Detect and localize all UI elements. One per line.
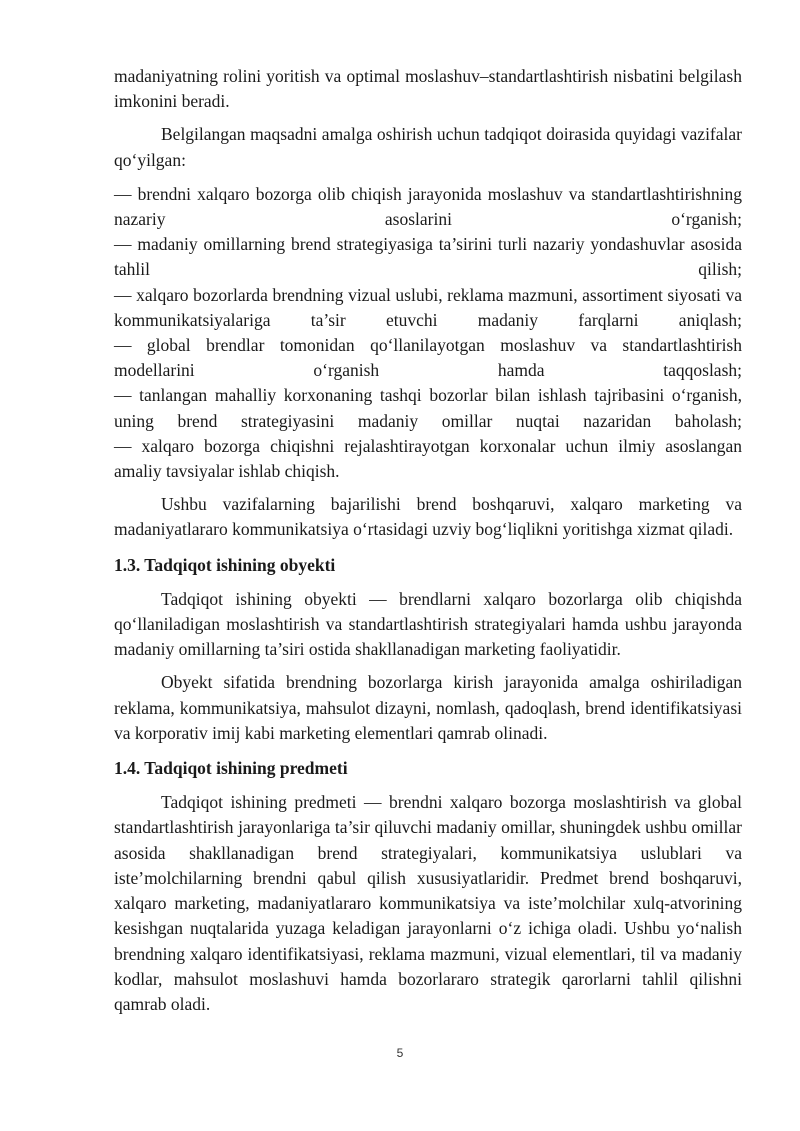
task-item: — xalqaro bozorga chiqishni rejalashtirayotgan korxonalar uchun ilmiy asoslangan amaliy tavsiyalar ishlab chiqish. xyxy=(114,435,742,482)
task-item: — tanlangan mahalliy korxonaning tashqi bozorlar bilan ishlash tajribasini o‘rganish, uning brend strategiyasini madaniy omillar nuqtai nazaridan baholash; xyxy=(114,385,742,431)
subject-paragraph: Tadqiqot ishining predmeti — brendni xalqaro bozorga moslashtirish va global standartlashtirish jarayonlariga ta’sir qiluvchi madaniy omillar, shuningdek ushbu omillar asosida shakllanadigan brend strategiyalari, kommunikatsiya uslublari va iste’molchilarning brendni qabul qilish xususiyatlaridir. Predmet brend boshqaruvi, xalqaro marketing, madaniyatlararo kommunikatsiya va iste’molchilar xulq-atvorining kesishgan nuqtalarida yuzaga keladigan jarayonlarni o‘z ichiga oladi. Ushbu yo‘nalish brendning xalqaro identifikatsiyasi, reklama mazmuni, vizual elementlari, til va madaniy kodlar, mahsulot moslashuvi hamda bozorlararo strategik qarorlarni tahlil qilishni qamrab oladi. xyxy=(114,792,742,1014)
task-item: — madaniy omillarning brend strategiyasiga ta’sirini turli nazariy yondashuvlar asosida tahlil qilish; xyxy=(114,234,742,280)
object-paragraph: Tadqiqot ishining obyekti — brendlarni xalqaro bozorlarga olib chiqishda qo‘llaniladigan moslashtirish va standartlashtirish strategiyalari hamda ushbu jarayonda madaniy omillarning ta’siri ostida shakllanadigan marketing faoliyatidir. xyxy=(114,588,742,660)
tasks-list xyxy=(114,182,742,484)
section-heading-object: 1.3. Tadqiqot ishining obyekti xyxy=(114,554,336,575)
task-item: — global brendlar tomonidan qo‘llanilayotgan moslashuv va standartlashtirish modellarini o‘rganish hamda taqqoslash; xyxy=(114,335,742,381)
tasks-intro-paragraph: Belgilangan maqsadni amalga oshirish uchun tadqiqot doirasida quyidagi vazifalar qo‘yilgan: xyxy=(114,124,742,170)
task-item: — brendni xalqaro bozorga olib chiqish jarayonida moslashuv va standartlashtirishning nazariy asoslarini o‘rganish; xyxy=(114,183,742,230)
tasks-conclusion-paragraph: Ushbu vazifalarning bajarilishi brend boshqaruvi, xalqaro marketing va madaniyatlararo kommunikatsiya o‘rtasidagi uzviy bog‘liqlikni yoritishga xizmat qiladi. xyxy=(114,494,742,540)
page-number: 5 xyxy=(396,1046,404,1060)
intro-continuation-paragraph: madaniyatning rolini yoritish va optimal moslashuv–standartlashtirish nisbatini belgilash imkonini beradi. xyxy=(114,66,742,112)
task-item: — xalqaro bozorlarda brendning vizual uslubi, reklama mazmuni, assortiment siyosati va kommunikatsiyalariga ta’sir etuvchi madaniy farqlarni aniqlash; xyxy=(114,284,742,330)
object-paragraph: Obyekt sifatida brendning bozorlarga kirish jarayonida amalga oshiriladigan reklama, kommunikatsiya, mahsulot dizayni, nomlash, qadoqlash, brend identifikatsiyasi va korporativ imij kabi marketing elementlari qamrab olinadi. xyxy=(114,672,742,743)
section-heading-subject: 1.4. Tadqiqot ishining predmeti xyxy=(114,758,348,779)
page-content xyxy=(114,64,742,1017)
